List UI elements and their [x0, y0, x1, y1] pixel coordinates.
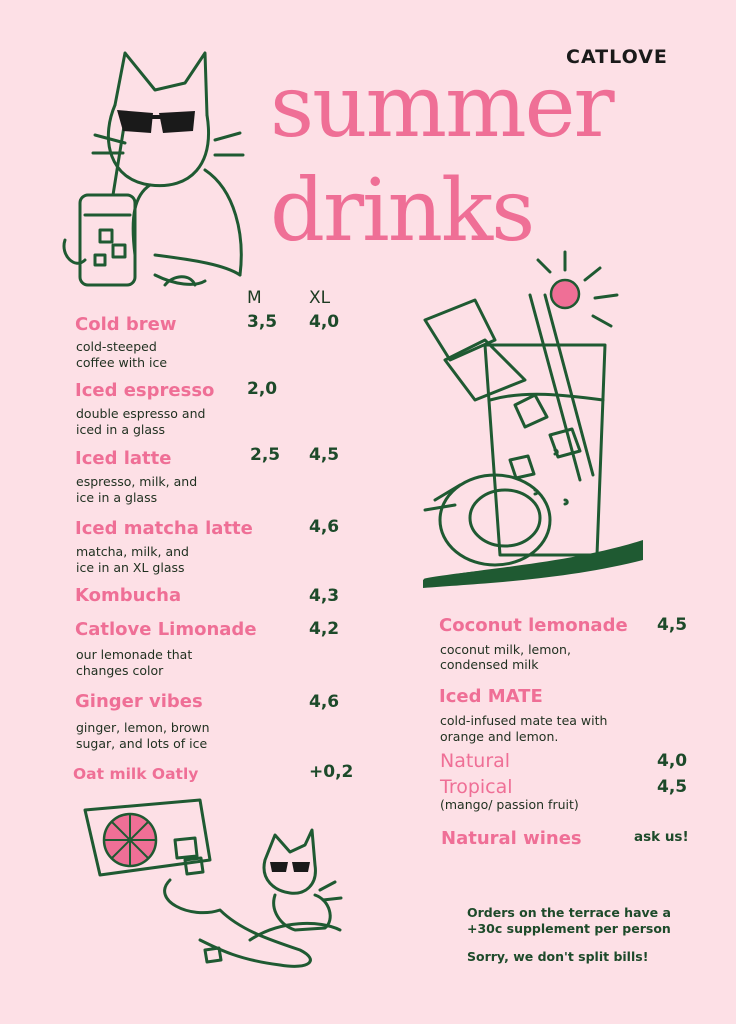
- size-xl-header: XL: [309, 288, 331, 308]
- coconut-lemonade-price: 4,5: [657, 615, 688, 635]
- item-price-m: 2,5: [250, 445, 281, 465]
- item-price-xl: 4,6: [309, 692, 340, 712]
- bills-note: Sorry, we don't split bills!: [467, 949, 649, 964]
- oat-milk-name: Oat milk Oatly: [73, 765, 199, 783]
- item-name: Kombucha: [75, 585, 182, 606]
- terrace-note-line: Orders on the terrace have a: [467, 905, 671, 920]
- item-name: Iced latte: [75, 448, 172, 469]
- item-price-m: 2,0: [247, 379, 278, 399]
- cat-with-sunglasses-icon: [55, 45, 255, 295]
- cocktail-glass-icon: [415, 250, 645, 590]
- mate-tropical-sub: (mango/ passion fruit): [440, 797, 579, 812]
- item-desc-line: coffee with ice: [76, 355, 168, 370]
- title-line2: drinks: [270, 161, 534, 261]
- spilled-glass-cat-icon: [80, 790, 350, 970]
- size-m-header: M: [247, 288, 262, 308]
- natural-wines-price: ask us!: [634, 829, 689, 845]
- item-desc-line: our lemonade that: [76, 647, 193, 662]
- item-name: Catlove Limonade: [75, 619, 257, 640]
- item-name: Ginger vibes: [75, 691, 203, 712]
- mate-tropical-option: Tropical: [440, 776, 513, 798]
- terrace-note-line: +30c supplement per person: [467, 921, 671, 936]
- item-desc-line: ice in a glass: [76, 490, 158, 505]
- item-desc-line: matcha, milk, and: [76, 544, 189, 559]
- title-line1: summer: [270, 57, 613, 157]
- item-price-xl: 4,3: [309, 586, 340, 606]
- item-name: Cold brew: [75, 314, 177, 335]
- mate-tropical-price: 4,5: [657, 777, 688, 797]
- item-desc-line: sugar, and lots of ice: [76, 736, 208, 751]
- item-desc-line: ice in an XL glass: [76, 560, 185, 575]
- oat-milk-price: +0,2: [309, 762, 354, 782]
- iced-mate-name: Iced MATE: [439, 686, 543, 707]
- item-price-xl: 4,2: [309, 619, 340, 639]
- item-desc-line: orange and lemon.: [440, 729, 559, 744]
- natural-wines-name: Natural wines: [441, 828, 582, 849]
- item-desc-line: iced in a glass: [76, 422, 166, 437]
- item-desc-line: cold-infused mate tea with: [440, 713, 608, 728]
- item-desc-line: double espresso and: [76, 406, 206, 421]
- item-desc-line: espresso, milk, and: [76, 474, 198, 489]
- brand-logo: CATLOVE: [566, 46, 668, 68]
- item-price-xl: 4,5: [309, 445, 340, 465]
- mate-natural-option: Natural: [440, 750, 511, 772]
- item-price-xl: 4,0: [309, 312, 340, 332]
- item-desc-line: changes color: [76, 663, 164, 678]
- item-desc-line: ginger, lemon, brown: [76, 720, 210, 735]
- coconut-lemonade-name: Coconut lemonade: [439, 615, 628, 636]
- item-desc-line: cold-steeped: [76, 339, 157, 354]
- item-name: Iced matcha latte: [75, 518, 253, 539]
- mate-natural-price: 4,0: [657, 751, 688, 771]
- item-name: Iced espresso: [75, 380, 215, 401]
- item-desc-line: coconut milk, lemon,: [440, 642, 571, 657]
- item-price-m: 3,5: [247, 312, 278, 332]
- item-price-xl: 4,6: [309, 517, 340, 537]
- item-desc-line: condensed milk: [440, 657, 539, 672]
